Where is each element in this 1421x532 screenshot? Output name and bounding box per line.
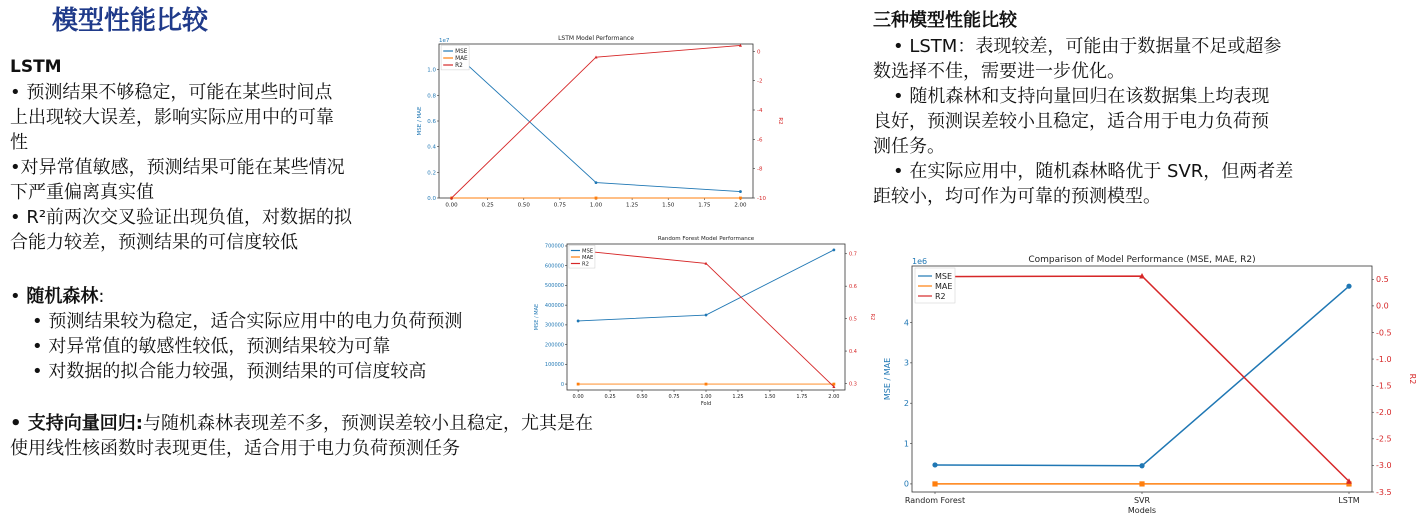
y2-tick-label: 0.0 <box>1376 301 1389 311</box>
x-tick-label: 1.00 <box>700 394 712 400</box>
data-point-mse <box>705 314 708 317</box>
y2-tick-label: -2.0 <box>1376 408 1392 418</box>
rf-item: • 对数据的拟合能力较强，预测结果的可信度较高 <box>32 361 427 382</box>
y2-tick-label: -2 <box>757 78 763 85</box>
y-exponent-label: 1e6 <box>912 257 928 266</box>
y2-axis-label: R2 <box>1408 373 1417 385</box>
y-tick-label: 0.2 <box>427 170 436 177</box>
lstm-heading: LSTM <box>10 57 62 77</box>
rf-heading: 随机森林 <box>26 286 99 307</box>
data-point-mse <box>739 190 742 193</box>
y-tick-label: 0.0 <box>427 195 436 202</box>
lstm-line: 性 <box>10 132 28 153</box>
x-tick-label: 0.00 <box>572 394 584 400</box>
data-point-mae <box>577 383 580 386</box>
x-tick-label: 0.25 <box>481 202 494 209</box>
y2-tick-label: 0.6 <box>849 283 857 290</box>
y-tick-label: 600000 <box>544 263 564 270</box>
rf-bullet: • <box>10 286 27 307</box>
chart-title: LSTM Model Performance <box>558 35 634 42</box>
series-line-r2 <box>452 45 741 198</box>
y-tick-label: 1.0 <box>427 67 436 74</box>
data-point-mse <box>832 249 835 252</box>
data-point-mae <box>595 197 598 200</box>
x-tick-label: 2.00 <box>828 394 840 400</box>
y-axis-label: MSE / MAE <box>534 303 540 331</box>
plot-frame <box>439 44 753 198</box>
y-tick-label: 0.6 <box>427 118 436 125</box>
data-point-mse <box>1139 463 1144 468</box>
chart-title: Random Forest Model Performance <box>657 236 755 242</box>
x-tick-label: LSTM <box>1338 496 1360 505</box>
lstm-line: • R²前两次交叉验证出现负值，对数据的拟 <box>10 207 353 228</box>
svr-text: 与随机森林表现差不多，预测误差较小且稳定，尤其是在 <box>142 413 593 434</box>
lstm-points <box>10 80 352 255</box>
x-tick-label: 1.75 <box>698 202 711 209</box>
svr-text: 使用线性核函数时表现更佳，适合用于电力负荷预测任务 <box>10 438 460 459</box>
y-tick-label: 500000 <box>544 283 564 290</box>
chart-title: Comparison of Model Performance (MSE, MAE, R2) <box>1028 255 1256 265</box>
y-tick-label: 3 <box>903 358 909 368</box>
y2-tick-label: 0.7 <box>849 251 857 258</box>
x-tick-label: 0.50 <box>517 202 530 209</box>
y2-tick-label: 0.5 <box>849 316 857 323</box>
y-axis-label: MSE / MAE <box>883 357 892 401</box>
y-exponent-label: 1e7 <box>439 38 450 44</box>
data-point-mae <box>932 481 937 486</box>
summary-heading: 三种模型性能比较 <box>873 10 1017 31</box>
data-point-mae <box>705 383 708 386</box>
y2-axis-label: R2 <box>869 313 875 321</box>
svr-block <box>10 411 593 461</box>
legend-label: MAE <box>935 282 953 291</box>
y-tick-label: 100000 <box>544 362 564 369</box>
y-tick-label: 1 <box>903 439 909 449</box>
x-tick-label: 2.00 <box>734 202 747 209</box>
y-tick-label: 700000 <box>544 243 564 250</box>
summary-line: 数选择不佳，需要进一步优化。 <box>873 61 1125 82</box>
x-tick-label: 1.25 <box>732 394 744 400</box>
rf-heading-line <box>10 284 104 309</box>
y2-tick-label: 0.5 <box>1376 275 1389 285</box>
summary-line: 良好，预测误差较小且稳定，适合用于电力负荷预 <box>873 111 1269 132</box>
data-point-mae <box>739 197 742 200</box>
summary-points <box>873 34 1293 209</box>
summary-line: 测任务。 <box>873 136 945 157</box>
y-tick-label: 200000 <box>544 342 564 349</box>
x-tick-label: 0.50 <box>636 394 648 400</box>
data-point-mae <box>1139 481 1144 486</box>
x-tick-label: 0.00 <box>445 202 458 209</box>
y2-tick-label: -6 <box>757 137 763 144</box>
x-tick-label: 0.75 <box>553 202 567 209</box>
slide-title: 模型性能比较 <box>52 6 209 36</box>
legend-label: MSE <box>455 49 468 56</box>
x-tick-label: 1.50 <box>764 394 776 400</box>
y-tick-label: 300000 <box>544 322 564 329</box>
y2-tick-label: -3.5 <box>1376 487 1392 497</box>
rf-item: • 预测结果较为稳定，适合实际应用中的电力负荷预测 <box>32 311 463 332</box>
rf-points <box>32 309 462 384</box>
summary-line: • 随机森林和支持向量回归在该数据集上均表现 <box>893 86 1270 107</box>
random-forest-performance-chart <box>533 232 873 410</box>
series-line-r2 <box>935 276 1349 481</box>
legend-label: MAE <box>581 254 594 261</box>
legend-label: R2 <box>581 261 589 268</box>
legend-label: MSE <box>581 248 594 255</box>
model-comparison-chart <box>880 250 1420 526</box>
data-point-mse <box>595 181 598 184</box>
plot-frame <box>912 266 1372 492</box>
lstm-line: 合能力较差，预测结果的可信度较低 <box>10 232 298 253</box>
data-point-mse <box>577 320 580 323</box>
legend-label: R2 <box>455 63 463 70</box>
x-tick-label: Random Forest <box>904 496 966 505</box>
svr-heading: • 支持向量回归: <box>10 413 143 434</box>
data-point-mse <box>932 462 937 467</box>
lstm-line: 下严重偏离真实值 <box>10 182 154 203</box>
y2-tick-label: -8 <box>757 166 763 173</box>
y-axis-label: MSE / MAE <box>417 106 423 136</box>
x-tick-label: 1.25 <box>625 202 639 209</box>
y-tick-label: 0.4 <box>427 144 436 151</box>
y-tick-label: 2 <box>903 399 909 409</box>
x-tick-label: 1.50 <box>662 202 675 209</box>
legend-label: R2 <box>935 292 946 301</box>
legend-label: MAE <box>455 56 468 63</box>
x-tick-label: 1.00 <box>589 202 603 209</box>
y2-tick-label: -0.5 <box>1376 328 1392 338</box>
rf-colon: : <box>98 286 105 307</box>
x-tick-label: SVR <box>1133 496 1151 505</box>
series-line-mse <box>935 286 1349 466</box>
lstm-line: •对异常值敏感，预测结果可能在某些情况 <box>10 157 345 178</box>
x-axis-label: Models <box>1127 506 1157 515</box>
y2-tick-label: -10 <box>757 195 766 202</box>
y2-tick-label: 0 <box>757 49 761 56</box>
y-tick-label: 400000 <box>544 302 564 309</box>
y-tick-label: 0 <box>903 479 909 489</box>
y2-tick-label: -1.0 <box>1376 354 1392 364</box>
y2-tick-label: 0.4 <box>849 348 857 355</box>
legend-label: MSE <box>935 272 953 281</box>
x-axis-label: Fold <box>700 401 712 407</box>
lstm-line: • 预测结果不够稳定，可能在某些时间点 <box>10 82 333 103</box>
y-tick-label: 0.8 <box>427 93 436 100</box>
lstm-performance-chart <box>415 26 785 210</box>
summary-line: • LSTM：表现较差，可能由于数据量不足或超参 <box>893 36 1282 57</box>
lstm-line: 上出现较大误差，影响实际应用中的可靠 <box>10 107 334 128</box>
x-tick-label: 0.75 <box>668 394 680 400</box>
y2-tick-label: -4 <box>757 107 763 114</box>
y2-tick-label: 0.3 <box>849 381 857 388</box>
y-tick-label: 4 <box>903 318 909 328</box>
y2-tick-label: -1.5 <box>1376 381 1392 391</box>
series-line-mse <box>452 50 741 191</box>
y2-tick-label: -2.5 <box>1376 434 1392 444</box>
data-point-mse <box>1346 284 1351 289</box>
x-tick-label: 1.75 <box>796 394 808 400</box>
series-line-r2 <box>578 250 834 386</box>
summary-line: • 在实际应用中，随机森林略优于 SVR，但两者差 <box>893 161 1294 182</box>
y2-axis-label: R2 <box>777 117 783 125</box>
series-line-mse <box>578 250 834 321</box>
data-point-mae <box>832 383 835 386</box>
y2-tick-label: -3.0 <box>1376 461 1392 471</box>
y-tick-label: 0 <box>560 381 564 388</box>
rf-item: • 对异常值的敏感性较低，预测结果较为可靠 <box>32 336 391 357</box>
x-tick-label: 0.25 <box>604 394 616 400</box>
summary-line: 距较小，均可作为可靠的预测模型。 <box>873 186 1161 207</box>
